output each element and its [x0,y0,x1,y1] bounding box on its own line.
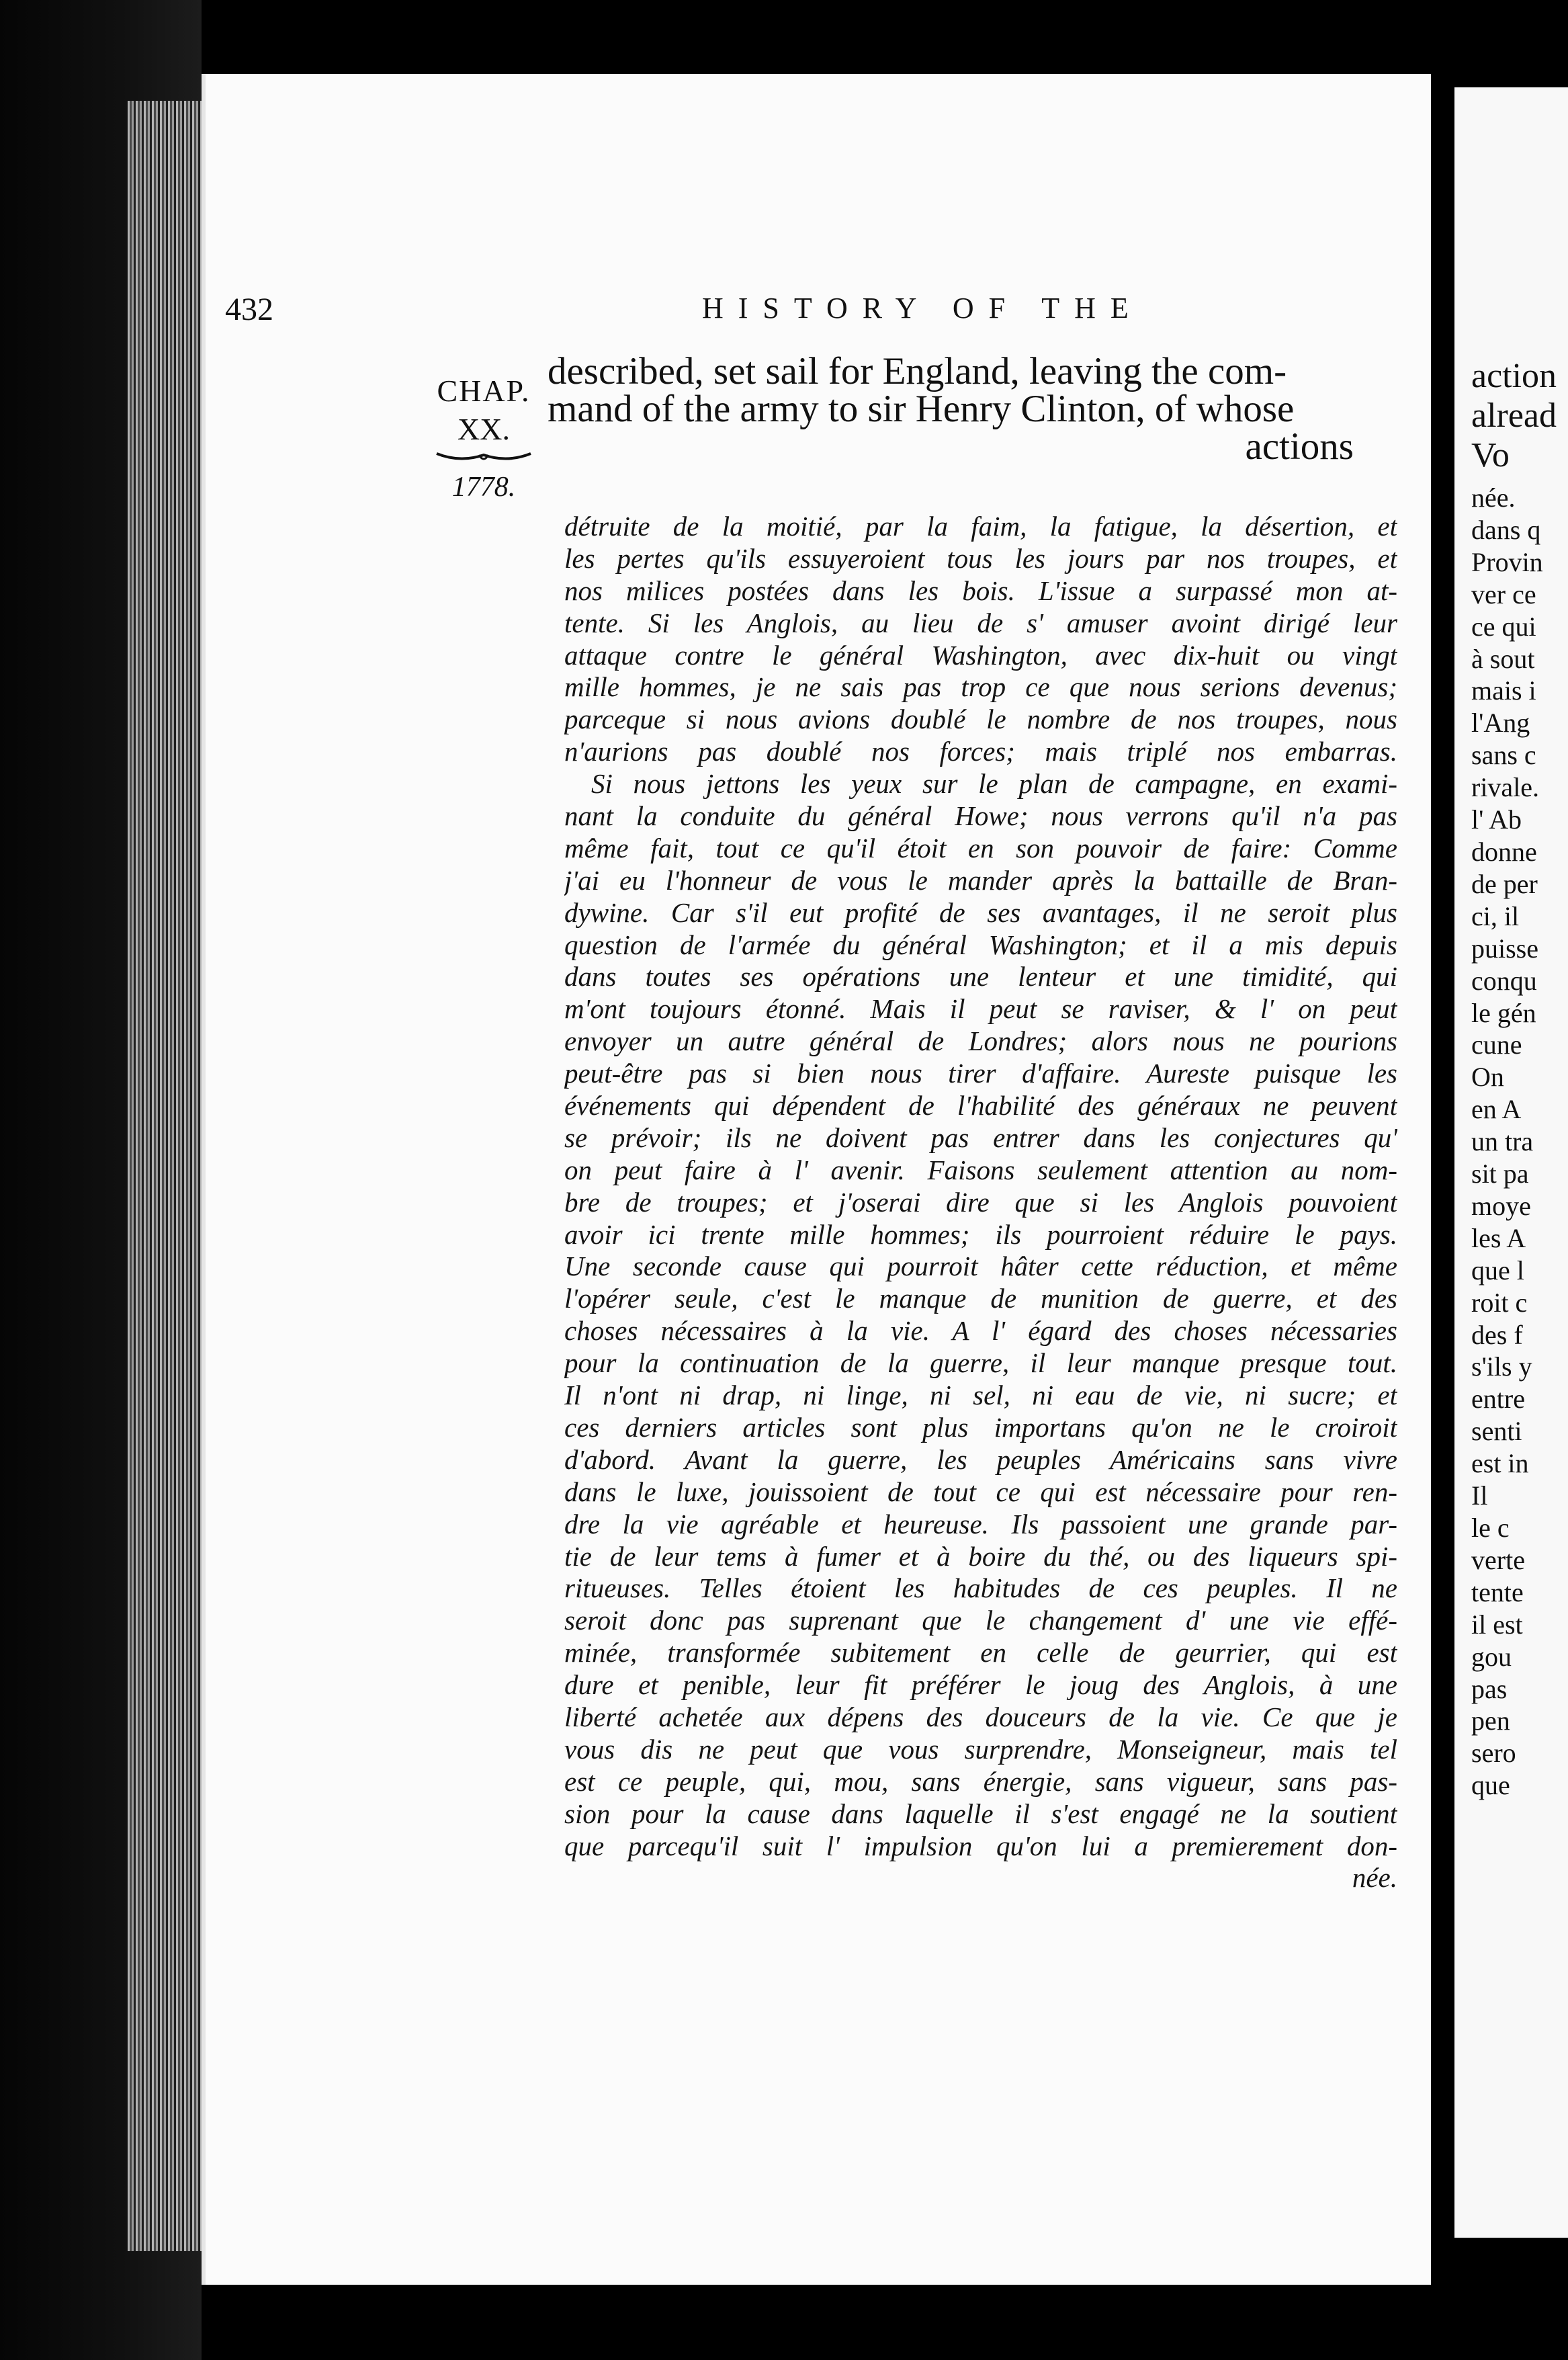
french-line: dans le luxe, jouissoient de tout ce qui est nécessaire pour ren- [564,1476,1397,1507]
facing-page-line: roit c [1471,1287,1528,1318]
facing-page-line: tente [1471,1576,1524,1607]
french-line: que parcequ'il suit l' impulsion qu'on lui a premierement don- [564,1830,1397,1861]
facing-page-line: s'ils y [1471,1351,1532,1382]
french-line: est ce peuple, qui, mou, sans énergie, sans vigueur, sans pas- [564,1765,1397,1797]
facing-page-line: Il [1471,1480,1488,1511]
french-line: se prévoir; ils ne doivent pas entrer dans les conjectures qu' [564,1122,1397,1153]
facing-page-line: conqu [1471,965,1537,996]
page-number: 432 [225,292,273,327]
facing-page-line: verte [1471,1544,1525,1575]
french-line: même fait, tout ce qu'il étoit en son pouvoir de faire: Comme [564,832,1397,863]
french-line: seroit donc pas suprenant que le changement d' une vie effé- [564,1605,1397,1636]
french-line: on peut faire à l' avenir. Faisons seulement attention au nom- [564,1154,1397,1185]
facing-page-line: ver ce [1471,579,1536,609]
facing-page-line: pen [1471,1705,1510,1736]
facing-page-line: l'Ang [1471,708,1530,739]
french-line: mille hommes, je ne sais pas trop ce que nous serions devenus; [564,671,1397,703]
running-title: HISTORY OF THE [702,292,1143,325]
french-line: choses nécessaires à la vie. A l' égard des choses nécessaries [564,1315,1397,1347]
facing-page-line: gou [1471,1641,1512,1672]
facing-page-line: des f [1471,1319,1523,1350]
facing-page-header-line: action [1471,357,1557,395]
french-line: ritueuses. Telles étoient les habitudes de ces peuples. Il ne [564,1572,1397,1604]
facing-page-line: senti [1471,1416,1522,1447]
facing-page-line: ce qui [1471,611,1536,642]
facing-page-header-line: Vo [1471,436,1510,474]
facing-page-fragment [1454,87,1568,2238]
facing-page-line: Provin [1471,546,1543,577]
facing-page-line: sit pa [1471,1158,1529,1189]
french-line: nos milices postées dans les bois. L'issue a surpassé mon at- [564,575,1397,606]
facing-page-line: mais i [1471,675,1536,706]
facing-page-line: pas [1471,1673,1508,1704]
french-line: j'ai eu l'honneur de vous le mander après la battaille de Bran- [564,864,1397,896]
chapter-label: CHAP. [437,374,531,408]
french-line: tente. Si les Anglois, au lieu de s' amuser avoint dirigé leur [564,607,1397,638]
catchword: née. [1352,1862,1397,1894]
facing-page-line: l' Ab [1471,804,1522,835]
english-paragraph [548,350,1354,468]
facing-page-line: il est [1471,1609,1523,1640]
facing-page-line: le c [1471,1513,1510,1543]
french-line: question de l'armée du général Washington; et il a mis depuis [564,929,1397,960]
facing-page-line: entre [1471,1384,1525,1415]
chapter-number: XX. [458,412,510,446]
french-line: avoir ici trente mille hommes; ils pourroient réduire le pays. [564,1218,1397,1250]
french-letter-text [564,511,1397,1894]
french-line: attaque contre le général Washington, avec dix-huit ou vingt [564,639,1397,671]
french-line: Il n'ont ni drap, ni linge, ni sel, ni eau de vie, ni sucre; et [564,1380,1397,1411]
french-line: liberté achetée aux dépens des douceurs de la vie. Ce que je [564,1701,1397,1732]
french-line: dre la vie agréable et heureuse. Ils passoient une grande par- [564,1508,1397,1540]
french-line: Une seconde cause qui pourroit hâter cette réduction, et même [564,1251,1397,1282]
french-line: dywine. Car s'il eut profité de ses avantages, il ne seroit plus [564,896,1397,928]
french-line: vous dis ne peut que vous surprendre, Monseigneur, mais tel [564,1733,1397,1765]
french-line: dure et penible, leur fit préférer le joug des Anglois, à une [564,1669,1397,1701]
french-line: parceque si nous avions doublé le nombre de nos troupes, nous [564,704,1397,735]
book-gutter [1431,60,1454,2298]
facing-page-line: dans q [1471,514,1541,545]
facing-page-line: que l [1471,1255,1524,1286]
facing-page-line: On [1471,1062,1504,1093]
french-line: tie de leur tems à fumer et à boire du thé, ou des liqueurs spi- [564,1540,1397,1572]
margin-year: 1778. [451,472,516,503]
english-line: actions [1245,425,1354,468]
french-line: pour la continuation de la guerre, il leur manque presque tout. [564,1347,1397,1379]
english-line: mand of the army to sir Henry Clinton, of whose [548,388,1295,430]
flourish-ornament [433,448,534,464]
facing-page-line: le gén [1471,997,1536,1028]
french-line: m'ont toujours étonné. Mais il peut se raviser, & l' on peut [564,993,1397,1025]
facing-page-line: de per [1471,868,1538,899]
facing-page-text [1454,475,1568,1802]
french-line: nant la conduite du général Howe; nous verrons qu'il n'a pas [564,800,1397,832]
french-line: minée, transformée subitement en celle de geurrier, qui est [564,1637,1397,1669]
running-head [0,291,1568,331]
french-line: Si nous jettons les yeux sur le plan de campagne, en exami- [591,768,1397,800]
facing-page-line: les A [1471,1222,1526,1253]
facing-page-line: en A [1471,1094,1522,1125]
facing-page-line: moye [1471,1190,1531,1221]
french-line: ces derniers articles sont plus importans qu'on ne le croiroit [564,1411,1397,1443]
facing-page-line: que [1471,1770,1510,1801]
facing-page-line: cune [1471,1029,1522,1060]
french-line: détruite de la moitié, par la faim, la fatigue, la désertion, et [564,511,1397,542]
facing-page-line: à sout [1471,643,1535,674]
french-line: dans toutes ses opérations une lenteur et une timidité, qui [564,961,1397,993]
facing-page-header [1454,87,1568,475]
french-line: peut-être pas si bien nous tirer d'affaire. Aureste puisque les [564,1058,1397,1089]
english-line: described, set sail for England, leaving the com- [548,350,1287,392]
french-line: n'aurions pas doublé nos forces; mais triplé nos embarras. [564,736,1397,767]
facing-page-line: née. [1471,482,1516,513]
facing-page-line: puisse [1471,933,1538,964]
french-line: envoyer un autre général de Londres; alors nous ne pourions [564,1025,1397,1057]
facing-page-header-line: alread [1471,396,1557,435]
margin-note [423,373,544,503]
facing-page-line: sero [1471,1738,1516,1769]
facing-page-line: un tra [1471,1126,1534,1157]
french-line: événements qui dépendent de l'habilité des généraux ne peuvent [564,1090,1397,1122]
facing-page-line: est in [1471,1448,1529,1479]
facing-page-line: ci, il [1471,900,1520,931]
french-line: sion pour la cause dans laquelle il s'est engagé ne la soutient [564,1798,1397,1829]
facing-page-line: rivale. [1471,772,1540,803]
facing-page-line: donne [1471,836,1537,867]
french-line: bre de troupes; et j'oserai dire que si les Anglois pouvoient [564,1186,1397,1218]
french-line: l'opérer seule, c'est le manque de munition de guerre, et des [564,1283,1397,1314]
french-line: les pertes qu'ils essuyeroient tous les jours par nos troupes, et [564,542,1397,574]
french-line: d'abord. Avant la guerre, les peuples Américains sans vivre [564,1443,1397,1475]
facing-page-line: sans c [1471,740,1536,771]
